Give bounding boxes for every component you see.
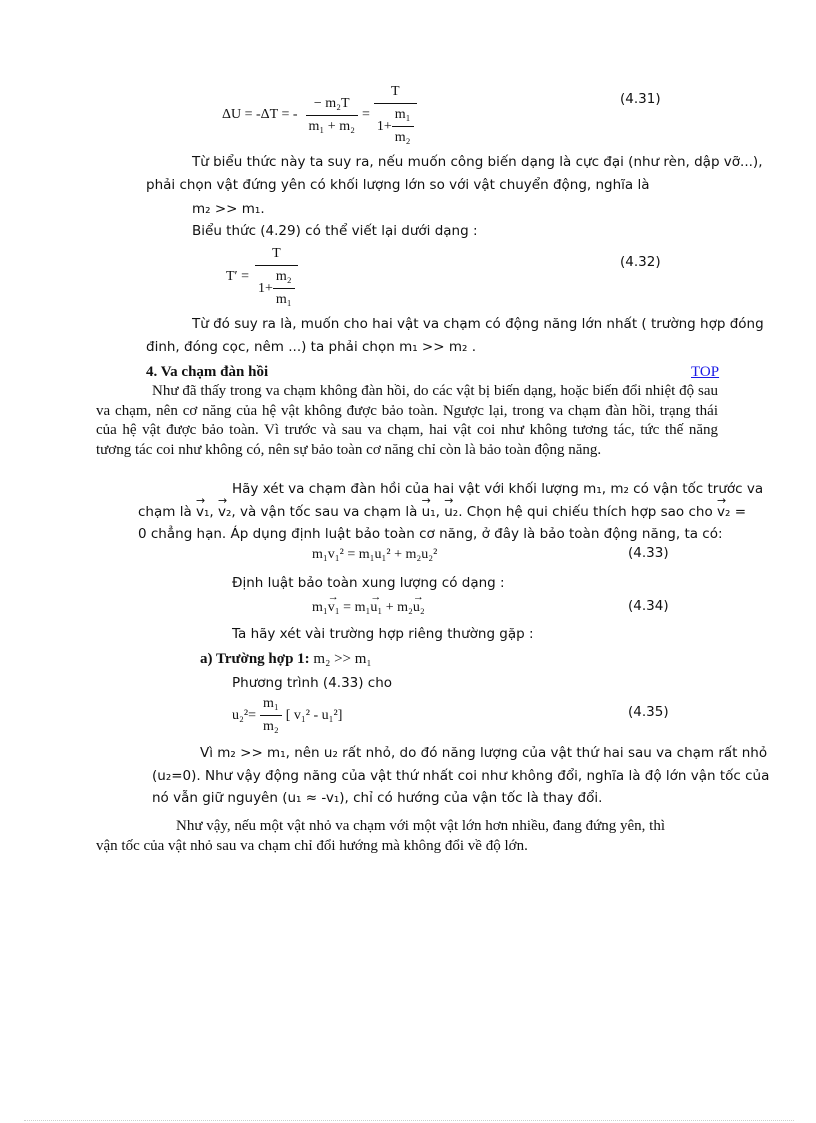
- equation-4-34: [312, 598, 425, 618]
- eq-4-34-v1: → v₁: [328, 598, 340, 618]
- eq-4-35-number: (4.35): [628, 704, 669, 720]
- vector-u2: → u₂: [444, 502, 458, 522]
- eq-4-31-lhs: ΔU = -ΔT = -: [222, 107, 298, 122]
- para5-line2: (u₂=0). Như vậy động năng của vật thứ nhất coi như không đổi, nghĩa là độ lớn vận tốc của: [152, 768, 770, 784]
- case1-label: a) Trường hợp 1:: [200, 651, 310, 667]
- eq-4-32-den-lead: 1+: [258, 280, 273, 296]
- eq-4-35-denominator: m₂: [260, 715, 282, 737]
- eq-from-line: Phương trình (4.33) cho: [232, 675, 393, 691]
- eq-4-32-inner-den: m₁: [273, 288, 295, 310]
- vector-v2-zero: → v₂: [717, 502, 730, 522]
- page-bottom-border: [24, 1120, 794, 1121]
- eq-4-31-fraction-2: [374, 82, 417, 148]
- eq-4-31-fraction-1: [306, 94, 358, 137]
- eq-4-31-inner-den: m₂: [392, 126, 414, 148]
- eq-4-32-inner-fraction: [273, 267, 295, 310]
- para5-line3: nó vẫn giữ nguyên (u₁ ≈ -v₁), chỉ có hướng của vận tốc là thay đổi.: [152, 790, 603, 806]
- eq-4-34-u1: → u₁: [370, 598, 382, 618]
- para4-l2c: , và vận tốc sau va chạm là: [231, 504, 422, 520]
- eq-4-31-f1-numerator: − m₂T: [313, 95, 350, 111]
- equation-4-31: [222, 82, 417, 148]
- para1-line2: phải chọn vật đứng yên có khối lượng lớn so với vật chuyển động, nghĩa là: [146, 177, 650, 193]
- eq-4-31-number: (4.31): [620, 91, 661, 107]
- eq-4-31-inner-fraction: [392, 105, 414, 148]
- para6-line2: vận tốc của vật nhỏ sau va chạm chỉ đổi hướng mà không đổi về độ lớn.: [96, 838, 528, 854]
- vector-v2: → v₂: [218, 502, 231, 522]
- eq-4-32-numerator: T: [272, 246, 281, 261]
- para4-l2d: ,: [435, 504, 445, 520]
- eq-4-31-f2-denominator: [374, 103, 417, 148]
- momentum-intro: Định luật bảo toàn xung lượng có dạng :: [232, 575, 505, 591]
- eq-4-32-inner-num: m₂: [275, 269, 292, 284]
- eq-4-33-number: (4.33): [628, 545, 669, 561]
- eq-4-34-u2: → u₂: [413, 598, 425, 618]
- rewrite-line: Biểu thức (4.29) có thể viết lại dưới dạng :: [192, 223, 478, 239]
- eq-4-32-denominator: [255, 265, 298, 310]
- eq-4-35-fraction: [260, 694, 282, 737]
- eq-4-31-f1-denominator: m₁ + m₂: [306, 115, 358, 137]
- para4-l2f: =: [730, 504, 747, 520]
- para4-l2a: chạm là: [138, 504, 197, 520]
- top-link[interactable]: TOP: [691, 364, 720, 380]
- para4-line1: Hãy xét va chạm đàn hồi của hai vật với khối lượng m₁, m₂ có vận tốc trước va: [232, 481, 764, 497]
- eq-4-32-fraction: [255, 244, 298, 310]
- equation-4-35: [232, 694, 342, 737]
- case1-condition: m₂ >> m₁: [309, 651, 372, 667]
- section-heading: 4. Va chạm đàn hồi: [146, 364, 269, 380]
- para2-line1: Từ đó suy ra là, muốn cho hai vật va chạm có động năng lớn nhất ( trường hợp đóng: [192, 316, 764, 332]
- para6-line1: Như vậy, nếu một vật nhỏ va chạm với một vật lớn hơn nhiều, đang đứng yên, thì: [176, 818, 666, 834]
- para4-l2b: ,: [209, 504, 219, 520]
- para5-line1: Vì m₂ >> m₁, nên u₂ rất nhỏ, do đó năng lượng của vật thứ hai sau va chạm rất nhỏ: [200, 745, 768, 761]
- condition-m2-gg-m1: m₂ >> m₁.: [192, 201, 265, 217]
- eq-4-31-f2-numerator: T: [390, 84, 400, 99]
- eq-4-32-number: (4.32): [620, 254, 661, 270]
- equation-4-33: m₁v₁² = m₁u₁² + m₂u₂²: [312, 547, 438, 562]
- eq-4-35-numerator: m₁: [262, 696, 279, 711]
- eq-4-34-a: m₁: [312, 600, 328, 615]
- eq-4-34-c: = m₁: [339, 600, 371, 615]
- para2-line2: đinh, đóng cọc, nêm ...) ta phải chọn m₁ >> m₂ .: [146, 339, 476, 355]
- eq-4-31-f2-den-lead: 1+: [376, 118, 392, 134]
- para4-line2: [138, 502, 746, 522]
- vector-u1: → u₁: [422, 502, 436, 522]
- eq-4-35-rhs: [ v₁² - u₁²]: [285, 707, 343, 723]
- eq-4-31-inner-num: m₁: [394, 107, 411, 122]
- vector-v1: → v₁: [196, 502, 209, 522]
- eq-4-34-e: + m₂: [382, 600, 413, 615]
- para3: Như đã thấy trong va chạm không đàn hồi, do các vật bị biến dạng, hoặc biến đổi nhiệt độ sau va chạm, nên cơ năng của hệ vật không được bảo toàn. Ngược lại, trong va chạm đàn hồi, trạng thái của hệ vật được bảo toàn. Vì trước và sau va chạm, hai vật coi như không tương tác, tức thế năng tương tác coi như không có, nên sự bảo toàn cơ năng chỉ còn là bảo toàn động năng.: [96, 383, 718, 458]
- eq-4-35-lhs: u₂²=: [232, 707, 256, 723]
- case1-heading: [200, 649, 372, 669]
- para4-line3: 0 chẳng hạn. Áp dụng định luật bảo toàn cơ năng, ở đây là bảo toàn động năng, ta có:: [138, 526, 723, 542]
- para1-line1: Từ biểu thức này ta suy ra, nếu muốn công biến dạng là cực đại (như rèn, dập vỡ...),: [192, 154, 763, 170]
- eq-4-32-lhs: T′ =: [226, 269, 250, 284]
- equation-4-32: [226, 244, 298, 310]
- para4-l2e: . Chọn hệ qui chiếu thích hợp sao cho: [458, 504, 717, 520]
- cases-intro: Ta hãy xét vài trường hợp riêng thường gặp :: [232, 626, 534, 642]
- eq-4-34-number: (4.34): [628, 598, 669, 614]
- eq-4-31-equals: =: [361, 107, 370, 122]
